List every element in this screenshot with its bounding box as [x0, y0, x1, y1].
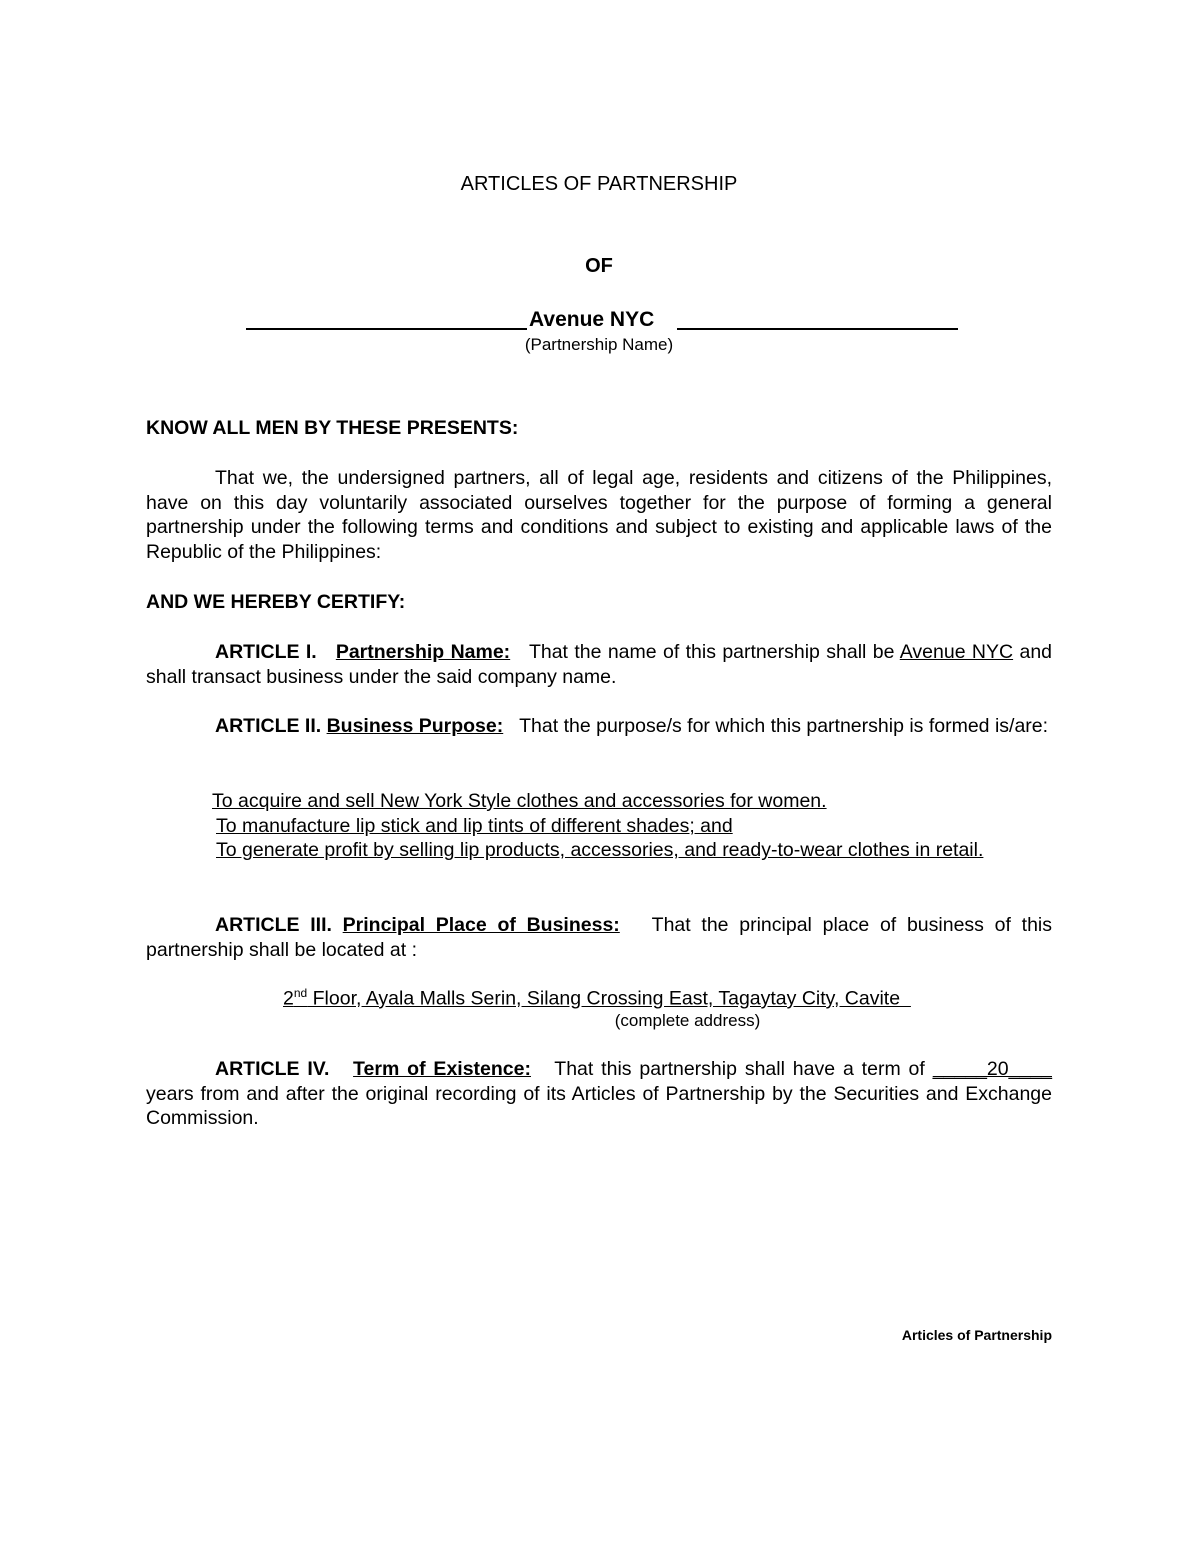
article-2-heading: Business Purpose: [326, 715, 504, 737]
article-3 [146, 913, 1052, 962]
article-4-text-b: years from and after the original recording of its Articles of Partnership by the Securities and Exchange Commission. [146, 1082, 1052, 1130]
article-4 [146, 1057, 1052, 1131]
page-footer: Articles of Partnership [901, 1327, 1052, 1343]
purpose-item: To manufacture lip stick and lip tints of different shades; and [216, 814, 733, 837]
article-4-label: ARTICLE IV. [215, 1058, 330, 1080]
article-1-text-a: That the name of this partnership shall be [528, 641, 895, 663]
know-all-men-heading: KNOW ALL MEN BY THESE PRESENTS: [146, 417, 519, 439]
certify-heading: AND WE HEREBY CERTIFY: [146, 591, 406, 613]
business-address [283, 986, 911, 1011]
article-1-label: ARTICLE I. [215, 641, 317, 663]
article-2-label: ARTICLE II. [215, 715, 322, 737]
term-years: _____20____ [932, 1058, 1052, 1080]
document-title: ARTICLES OF PARTNERSHIP [460, 173, 738, 195]
article-1-text-b: and shall transact business under the said company name. [146, 641, 1053, 688]
purpose-item: To acquire and sell New York Style clothes and accessories for women. [212, 790, 827, 812]
article-1-name: Avenue NYC [899, 641, 1014, 663]
partnership-name: Avenue NYC [529, 308, 655, 331]
address-ordinal: nd [293, 986, 308, 1000]
intro-paragraph: That we, the undersigned partners, all of legal age, residents and citizens of the Philippines, have on this day voluntarily associated ourselves together for the purpose of forming a general partnership under the following terms and conditions and subject to existing and applicable laws of the Republic of the Philippines: [146, 467, 1052, 564]
purpose-list [212, 789, 1052, 863]
article-4-heading: Term of Existence: [353, 1058, 531, 1080]
partnership-name-line [246, 308, 958, 332]
article-3-heading: Principal Place of Business: [342, 914, 620, 936]
blank-rule-right [677, 328, 958, 330]
purpose-item: To generate profit by selling lip products, accessories, and ready-to-wear clothes in retail. [216, 839, 984, 862]
address-text: Floor, Ayala Malls Serin, Silang Crossing East, Tagaytay City, Cavite [307, 987, 911, 1010]
article-2-text: That the purpose/s for which this partnership is formed is/are: [519, 715, 1049, 737]
article-2 [146, 714, 1052, 739]
partnership-name-caption: (Partnership Name) [524, 335, 674, 354]
article-4-text-a: That this partnership shall have a term of [554, 1058, 925, 1080]
address-caption: (complete address) [614, 1011, 761, 1030]
article-1-heading: Partnership Name: [335, 641, 511, 663]
address-number: 2 [283, 987, 294, 1010]
of-heading: OF [585, 255, 613, 277]
article-3-label: ARTICLE III. [215, 914, 332, 936]
article-1 [146, 640, 1052, 689]
blank-rule-left [246, 328, 527, 330]
article-3-text: That the principal place of business of this partnership shall be located at : [146, 914, 1053, 961]
